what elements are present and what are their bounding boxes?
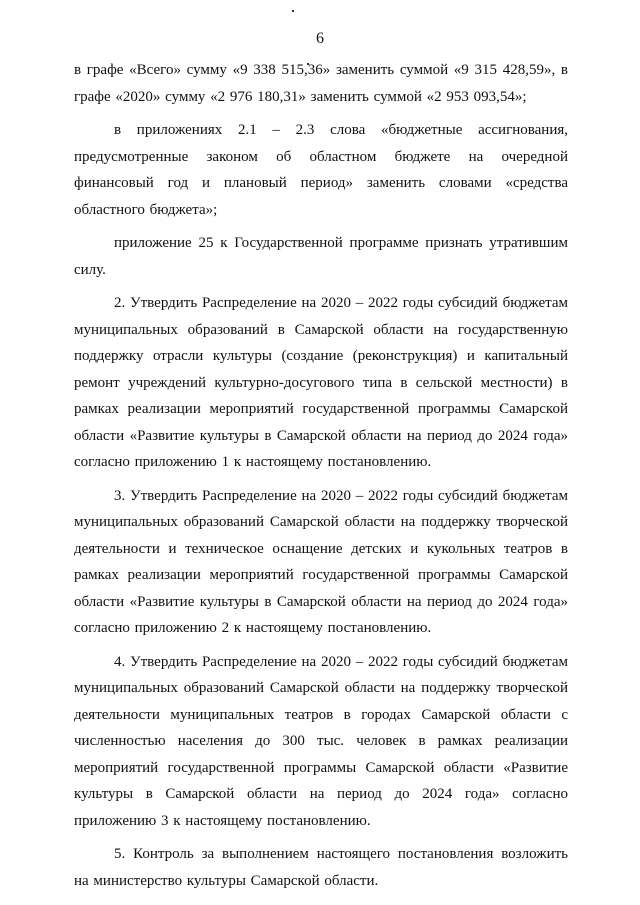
paragraph-budget-amounts: в графе «Всего» сумму «9 338 515,36» заменить суммой «9 315 428,59», в графе «2020» сумму «2 976 180,31» заменить суммой «2 953 093,54»; [74,62,568,105]
scan-mark [292,10,294,12]
paragraph-appendix-25: приложение 25 к Государственной программе признать утратившим силу. [74,235,568,278]
paragraph-item-3: 3. Утвердить Распределение на 2020 – 2022 годы субсидий бюджетам муниципальных образований Самарской области на поддержку творческой деятельности и техническое оснащение детских и кукольных театров в рамках реализации мероприятий государственной программы Самарской области «Развитие культуры в Самарской области на период до 2024 года» согласно приложению 2 к настоящему постановлению. [74,487,568,636]
page-number: 6 [316,30,324,47]
paragraph-item-5: 5. Контроль за выполнением настоящего постановления возложить на министерство культуры Самарской области. [74,846,568,889]
paragraph-item-4: 4. Утвердить Распределение на 2020 – 2022 годы субсидий бюджетам муниципальных образований Самарской области на поддержку творческой деятельности муниципальных театров в городах Самарской области с численностью населения до 300 тыс. человек в рамках реализации мероприятий государственной программы Самарской области «Развитие культуры в Самарской области на период до 2024 года» согласно приложению 3 к настоящему постановлению. [74,653,568,829]
paragraph-appendices-wording: в приложениях 2.1 – 2.3 слова «бюджетные ассигнования, предусмотренные законом об областном бюджете на очередной финансовый год и плановый период» заменить словами «средства областного бюджета»; [74,122,568,218]
document-body [74,57,568,901]
paragraph-item-2: 2. Утвердить Распределение на 2020 – 2022 годы субсидий бюджетам муниципальных образований в Самарской области на государственную поддержку отрасли культуры (создание (реконструкция) и капитальный ремонт учреждений культурно-досугового типа в сельской местности) в рамках реализации мероприятий государственной программы Самарской области «Развитие культуры в Самарской области на период до 2024 года» согласно приложению 1 к настоящему постановлению. [74,295,568,470]
